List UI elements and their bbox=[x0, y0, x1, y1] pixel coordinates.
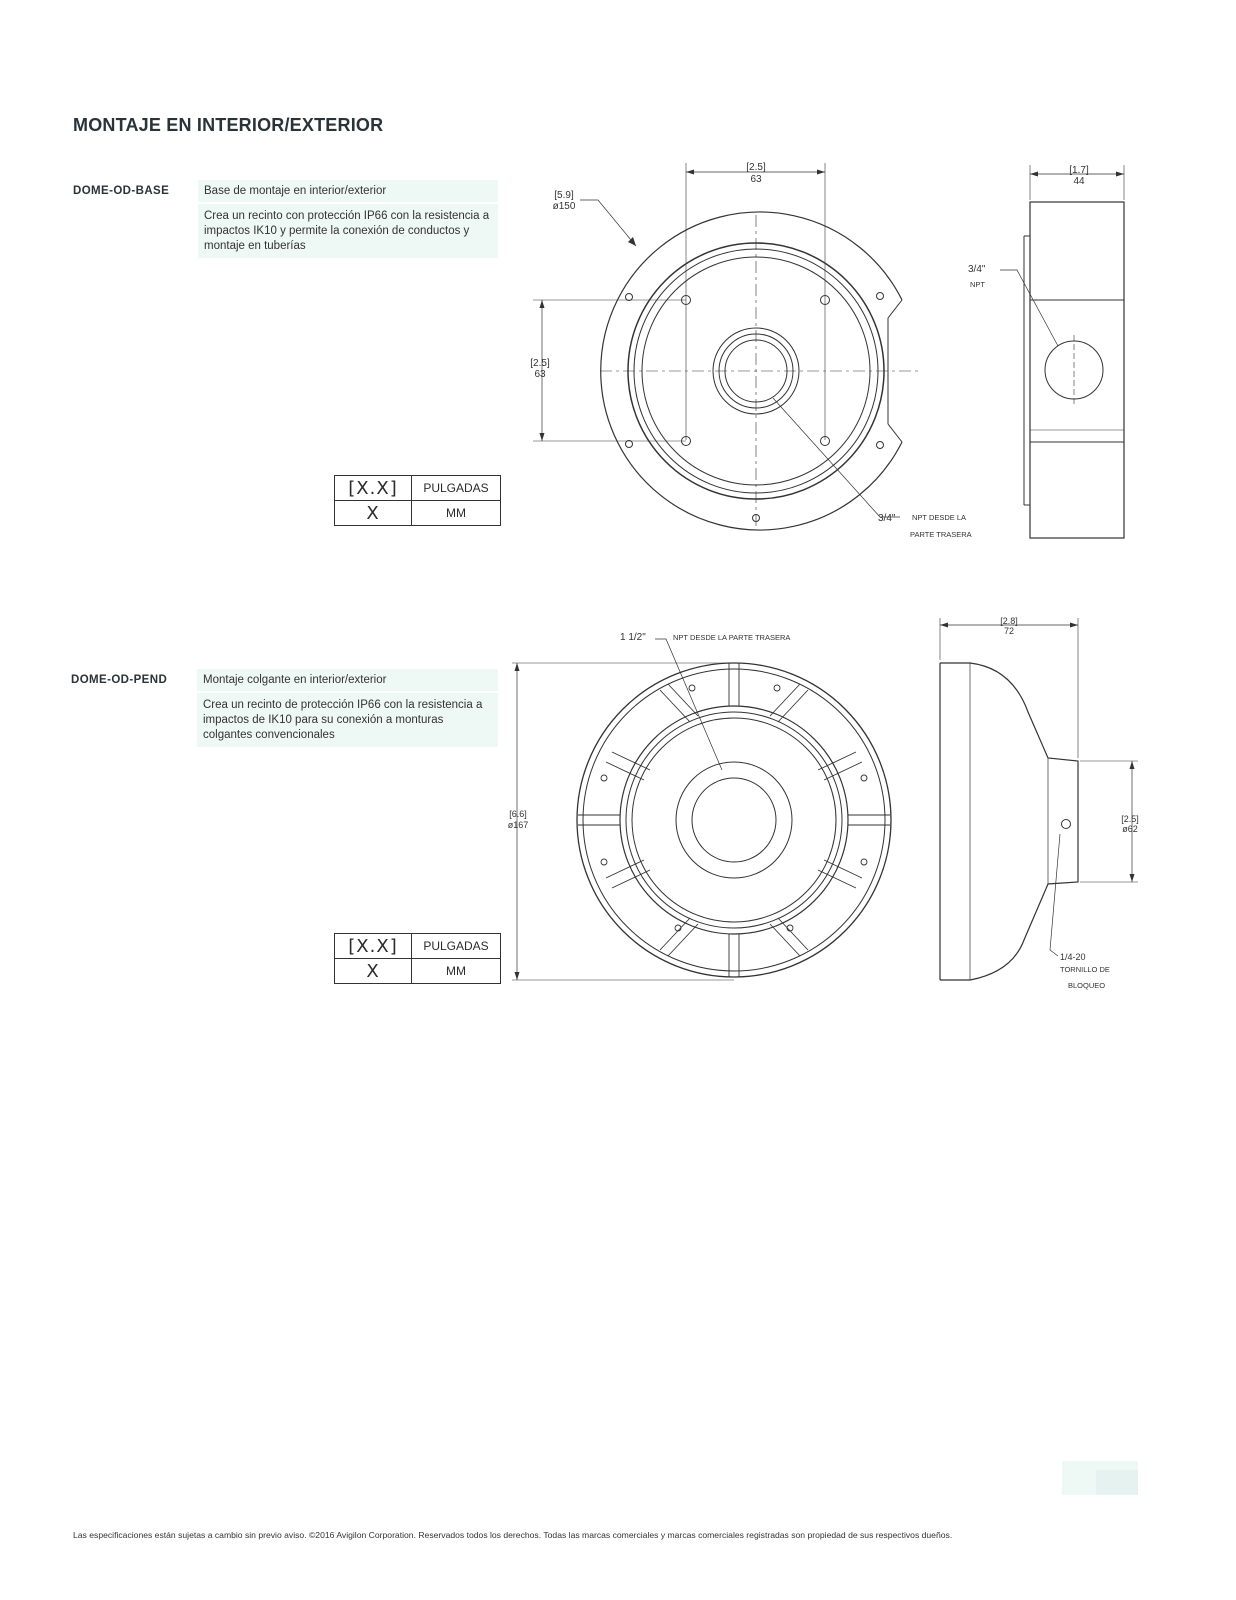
dim-left-in: [2.5] bbox=[530, 358, 550, 369]
pend-side-width-in: [2.8] bbox=[1000, 616, 1018, 626]
pend-neck-dia-in: [2.5] bbox=[1121, 814, 1139, 824]
pend-screw-label-2: BLOQUEO bbox=[1068, 981, 1106, 990]
dim-outer-dia-mm: ø150 bbox=[552, 201, 576, 212]
brand-logo-mark bbox=[1062, 1461, 1138, 1495]
inch-label: PULGADAS bbox=[412, 476, 501, 501]
pend-dia-mm: ø167 bbox=[507, 820, 529, 830]
product-description-pend bbox=[197, 669, 498, 747]
product-model-pend: DOME-OD-PEND bbox=[71, 674, 168, 686]
pend-npt-label: NPT DESDE LA PARTE TRASERA bbox=[673, 633, 791, 642]
dim-outer-dia-in: [5.9] bbox=[554, 190, 574, 201]
page-title: MONTAJE EN INTERIOR/EXTERIOR bbox=[73, 115, 384, 135]
mm-label: MM bbox=[412, 501, 501, 526]
inch-symbol: [X.X] bbox=[335, 476, 412, 501]
pend-screw-label-1: TORNILLO DE bbox=[1060, 965, 1110, 974]
dim-side-width-in: [1.7] bbox=[1069, 165, 1089, 176]
pend-side-width-mm: 72 bbox=[1003, 626, 1015, 636]
npt-rear-label-1: NPT DESDE LA bbox=[912, 513, 967, 522]
pend-neck-dia-mm: ø62 bbox=[1122, 824, 1138, 834]
product-title: Montaje colgante en interior/exterior bbox=[197, 669, 498, 693]
dim-side-width-mm: 44 bbox=[1073, 176, 1085, 187]
pendant-front-view bbox=[512, 639, 891, 980]
dim-front-top-mm: 63 bbox=[750, 174, 762, 185]
footer-legal-text: Las especificaciones están sujetas a cambio sin previo aviso. ©2016 Avigilon Corporation. Reservados todos los derechos. Todas las marcas comerciales y marcas comerciales registradas son propiedad de sus respectivos dueños. bbox=[73, 1530, 953, 1540]
mm-symbol: X bbox=[335, 501, 412, 526]
unit-legend-pend bbox=[334, 933, 501, 984]
npt-rear-label-2: PARTE TRASERA bbox=[910, 530, 972, 539]
product-description: Crea un recinto con protección IP66 con la resistencia a impactos IK10 y permite la conexión de conductos y montaje en tuberías bbox=[204, 210, 490, 252]
product-title: Base de montaje en interior/exterior bbox=[198, 180, 498, 204]
pend-dia-in: [6.6] bbox=[509, 809, 527, 819]
pend-screw: 1/4-20 bbox=[1060, 952, 1086, 962]
dim-left-mm: 63 bbox=[534, 369, 546, 380]
npt-rear: 3/4" bbox=[878, 513, 896, 524]
dim-front-top-in: [2.5] bbox=[746, 162, 766, 173]
pend-npt: 1 1/2" bbox=[620, 632, 646, 643]
product-model-base: DOME-OD-BASE bbox=[73, 185, 170, 197]
side-npt-label: NPT bbox=[970, 280, 985, 289]
product-description: Crea un recinto de protección IP66 con la resistencia a impactos de IK10 para su conexión a monturas colgantes convencionales bbox=[203, 699, 483, 741]
inch-label: PULGADAS bbox=[412, 934, 501, 959]
mm-label: MM bbox=[412, 959, 501, 984]
base-side-view bbox=[1000, 165, 1124, 538]
side-npt: 3/4" bbox=[968, 264, 986, 275]
mm-symbol: X bbox=[335, 959, 412, 984]
inch-symbol: [X.X] bbox=[335, 934, 412, 959]
pendant-side-view bbox=[940, 618, 1138, 980]
base-front-view bbox=[533, 163, 918, 530]
